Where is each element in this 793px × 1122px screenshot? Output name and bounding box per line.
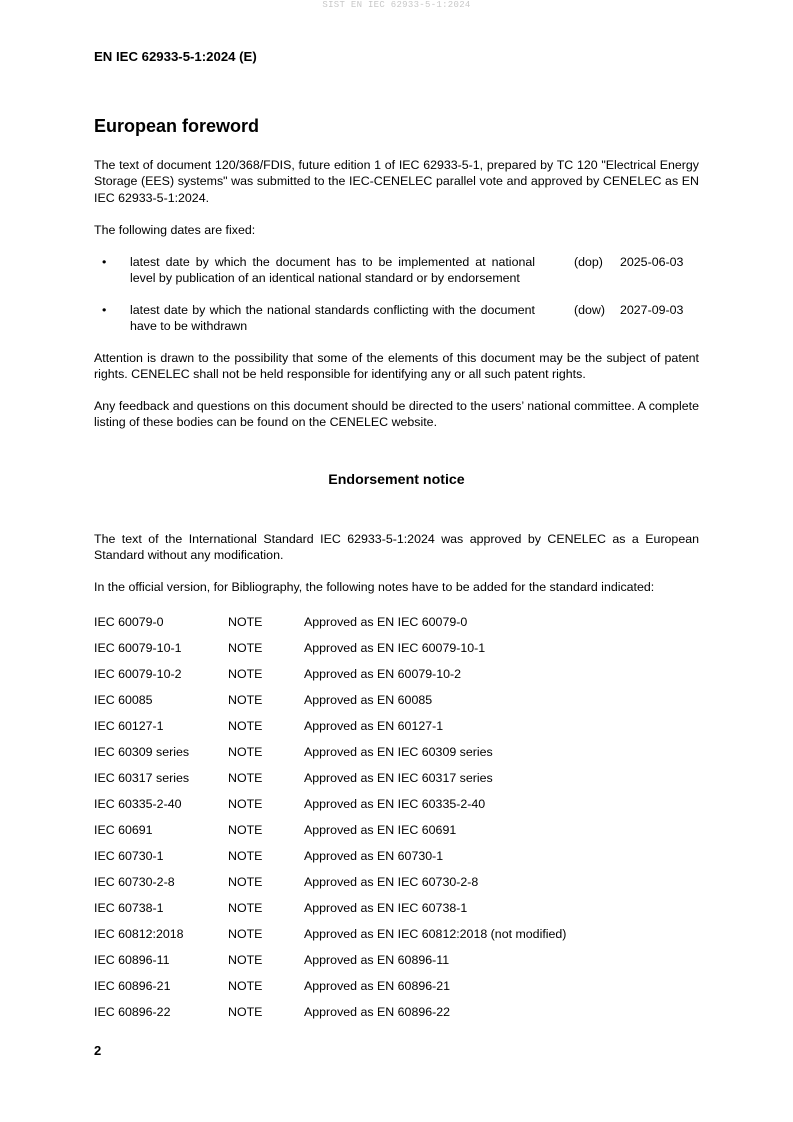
reference-row (94, 874, 699, 900)
reference-standard: IEC 60730-2-8 (94, 875, 175, 889)
reference-note: NOTE (228, 693, 263, 707)
reference-approval: Approved as EN IEC 60812:2018 (not modified) (304, 927, 567, 941)
date-item-date: 2025-06-03 (620, 255, 684, 269)
reference-approval: Approved as EN IEC 60691 (304, 823, 457, 837)
reference-row (94, 770, 699, 796)
reference-approval: Approved as EN 60730-1 (304, 849, 444, 863)
reference-standard: IEC 60730-1 (94, 849, 164, 863)
reference-note: NOTE (228, 1005, 263, 1019)
reference-list (94, 614, 699, 1030)
date-item-date: 2027-09-03 (620, 303, 684, 317)
bibliography-intro: In the official version, for Bibliography, the following notes have to be added for the standard indicated: (94, 580, 655, 594)
reference-standard: IEC 60079-10-2 (94, 667, 182, 681)
feedback-notice: Any feedback and questions on this document should be directed to the users’ national committee. A complete listing of these bodies can be found on the CENELEC website. (94, 399, 699, 430)
reference-standard: IEC 60127-1 (94, 719, 164, 733)
watermark: SIST EN IEC 62933-5-1:2024 (322, 0, 471, 10)
endorsement-heading: Endorsement notice (328, 472, 465, 488)
reference-note: NOTE (228, 641, 263, 655)
reference-note: NOTE (228, 771, 263, 785)
date-item-text: latest date by which the document has to be implemented at national level by publication of an identical national standard or by endorsement (130, 255, 535, 286)
foreword-intro: The text of document 120/368/FDIS, future edition 1 of IEC 62933-5-1, prepared by TC 120 "Electrical Energy Storage (EES) systems" was submitted to the IEC-CENELEC parallel vote and approved by CENELEC as EN IEC 62933-5-1:2024. (94, 158, 699, 205)
reference-note: NOTE (228, 823, 263, 837)
reference-standard: IEC 60317 series (94, 771, 190, 785)
reference-approval: Approved as EN IEC 60079-0 (304, 615, 468, 629)
reference-standard: IEC 60896-22 (94, 1005, 171, 1019)
reference-standard: IEC 60079-0 (94, 615, 164, 629)
reference-approval: Approved as EN 60127-1 (304, 719, 444, 733)
reference-row (94, 796, 699, 822)
reference-standard: IEC 60812:2018 (94, 927, 184, 941)
reference-note: NOTE (228, 901, 263, 915)
reference-row (94, 848, 699, 874)
reference-approval: Approved as EN IEC 60317 series (304, 771, 493, 785)
document-id: EN IEC 62933-5-1:2024 (E) (94, 49, 257, 64)
reference-standard: IEC 60691 (94, 823, 153, 837)
reference-approval: Approved as EN 60896-21 (304, 979, 451, 993)
reference-approval: Approved as EN 60896-11 (304, 953, 450, 967)
page-number: 2 (94, 1043, 102, 1058)
bullet-marker: • (102, 255, 107, 269)
reference-standard: IEC 60085 (94, 693, 153, 707)
endorsement-text: The text of the International Standard IEC 62933-5-1:2024 was approved by CENELEC as a European Standard without any modification. (94, 532, 699, 563)
reference-note: NOTE (228, 953, 263, 967)
patent-notice: Attention is drawn to the possibility that some of the elements of this document may be the subject of patent rights. CENELEC shall not be held responsible for identifying any or all such patent rights. (94, 351, 699, 382)
date-item-text: latest date by which the national standards conflicting with the document have to be withdrawn (130, 303, 535, 334)
dates-intro: The following dates are fixed: (94, 223, 256, 237)
reference-approval: Approved as EN IEC 60730-2-8 (304, 875, 479, 889)
reference-row (94, 744, 699, 770)
reference-standard: IEC 60079-10-1 (94, 641, 182, 655)
bullet-marker: • (102, 303, 107, 317)
reference-note: NOTE (228, 745, 263, 759)
reference-row (94, 1004, 699, 1030)
reference-standard: IEC 60309 series (94, 745, 190, 759)
reference-note: NOTE (228, 849, 263, 863)
reference-row (94, 640, 699, 666)
reference-note: NOTE (228, 667, 263, 681)
reference-standard: IEC 60896-21 (94, 979, 171, 993)
date-item-code: (dop) (574, 255, 603, 269)
reference-standard: IEC 60335-2-40 (94, 797, 182, 811)
reference-row (94, 718, 699, 744)
reference-approval: Approved as EN 60079-10-2 (304, 667, 462, 681)
reference-standard: IEC 60738-1 (94, 901, 164, 915)
foreword-heading: European foreword (94, 116, 260, 136)
reference-note: NOTE (228, 719, 263, 733)
reference-note: NOTE (228, 927, 263, 941)
reference-note: NOTE (228, 875, 263, 889)
reference-row (94, 666, 699, 692)
reference-note: NOTE (228, 615, 263, 629)
reference-row (94, 978, 699, 1004)
reference-row (94, 822, 699, 848)
reference-row (94, 692, 699, 718)
reference-standard: IEC 60896-11 (94, 953, 170, 967)
date-item-code: (dow) (574, 303, 605, 317)
reference-approval: Approved as EN IEC 60309 series (304, 745, 493, 759)
reference-approval: Approved as EN IEC 60738-1 (304, 901, 468, 915)
reference-approval: Approved as EN IEC 60079-10-1 (304, 641, 486, 655)
reference-approval: Approved as EN IEC 60335-2-40 (304, 797, 486, 811)
reference-approval: Approved as EN 60085 (304, 693, 433, 707)
reference-row (94, 614, 699, 640)
reference-row (94, 926, 699, 952)
reference-approval: Approved as EN 60896-22 (304, 1005, 451, 1019)
reference-row (94, 952, 699, 978)
reference-note: NOTE (228, 797, 263, 811)
reference-row (94, 900, 699, 926)
reference-note: NOTE (228, 979, 263, 993)
